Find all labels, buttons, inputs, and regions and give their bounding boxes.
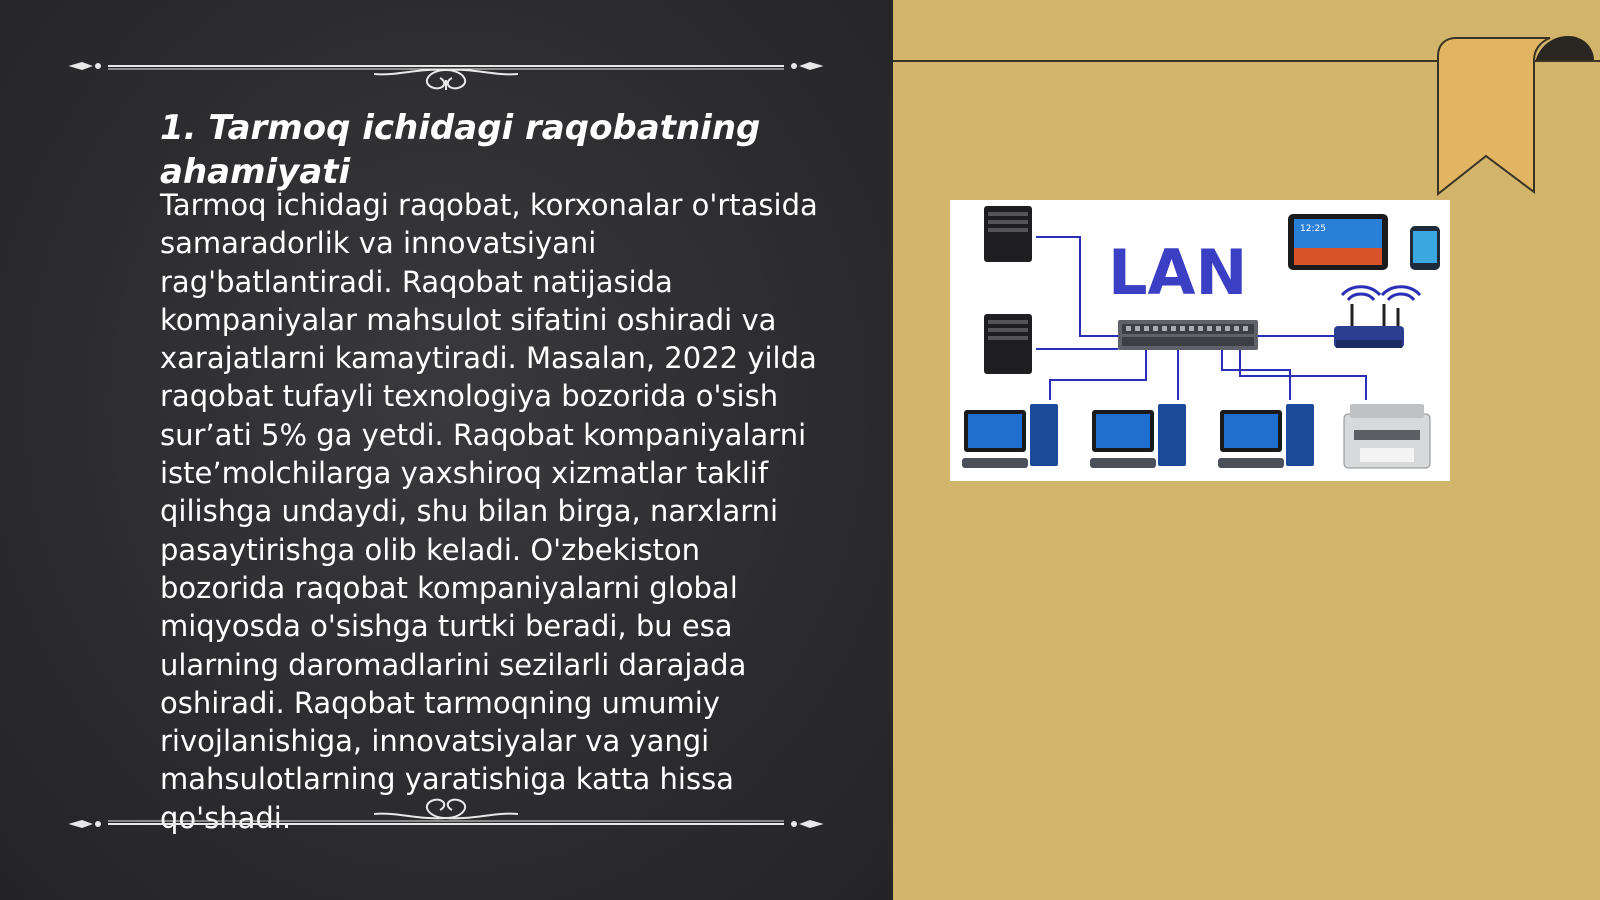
switch-icon — [1118, 320, 1258, 350]
server-icon — [984, 314, 1032, 374]
server-icon — [984, 206, 1032, 262]
lan-network-diagram — [950, 200, 1450, 481]
desktop-computer-icon — [1090, 404, 1186, 468]
desktop-computer-icon — [962, 404, 1058, 468]
wifi-icon — [1342, 287, 1420, 300]
phone-icon — [1410, 226, 1440, 270]
router-icon — [1334, 304, 1404, 348]
tablet-icon — [1288, 214, 1388, 270]
top-ornament — [68, 40, 824, 90]
lan-label: LAN — [1108, 236, 1248, 309]
slide-body-text: Tarmoq ichidagi raqobat, korxonalar o'rtasida samaradorlik va innovatsiyani rag'batlantiradi. Raqobat natijasida kompaniyalar mahsulot sifatini oshiradi va xarajatlarni kamaytiradi. Masalan, 2022 yilda raqobat tufayli texnologiya bozorida o'sish sur’ati 5% ga yetdi. Raqobat kompaniyalarni iste’molchilarga yaxshiroq xizmatlar taklif qilishga undaydi, shu bilan birga, narxlarni pasaytirishga olib keladi. O'zbekiston bozorida raqobat kompaniyalarni global miqyosda o'sishga turtki beradi, bu esa ularning daromadlarini sezilarli darajada oshiradi. Raqobat tarmoqning umumiy rivojlanishiga, innovatsiyalar va yangi mahsulotlarning yaratishiga katta hissa qo'shadi. — [160, 188, 818, 835]
bookmark-icon — [1434, 36, 1594, 196]
slide-title: 1. Tarmoq ichidagi raqobatning ahamiyati — [160, 108, 761, 192]
printer-icon — [1344, 404, 1430, 468]
bottom-ornament — [68, 784, 824, 834]
desktop-computer-icon — [1218, 404, 1314, 468]
tablet-time: 12:25 — [1300, 224, 1326, 234]
